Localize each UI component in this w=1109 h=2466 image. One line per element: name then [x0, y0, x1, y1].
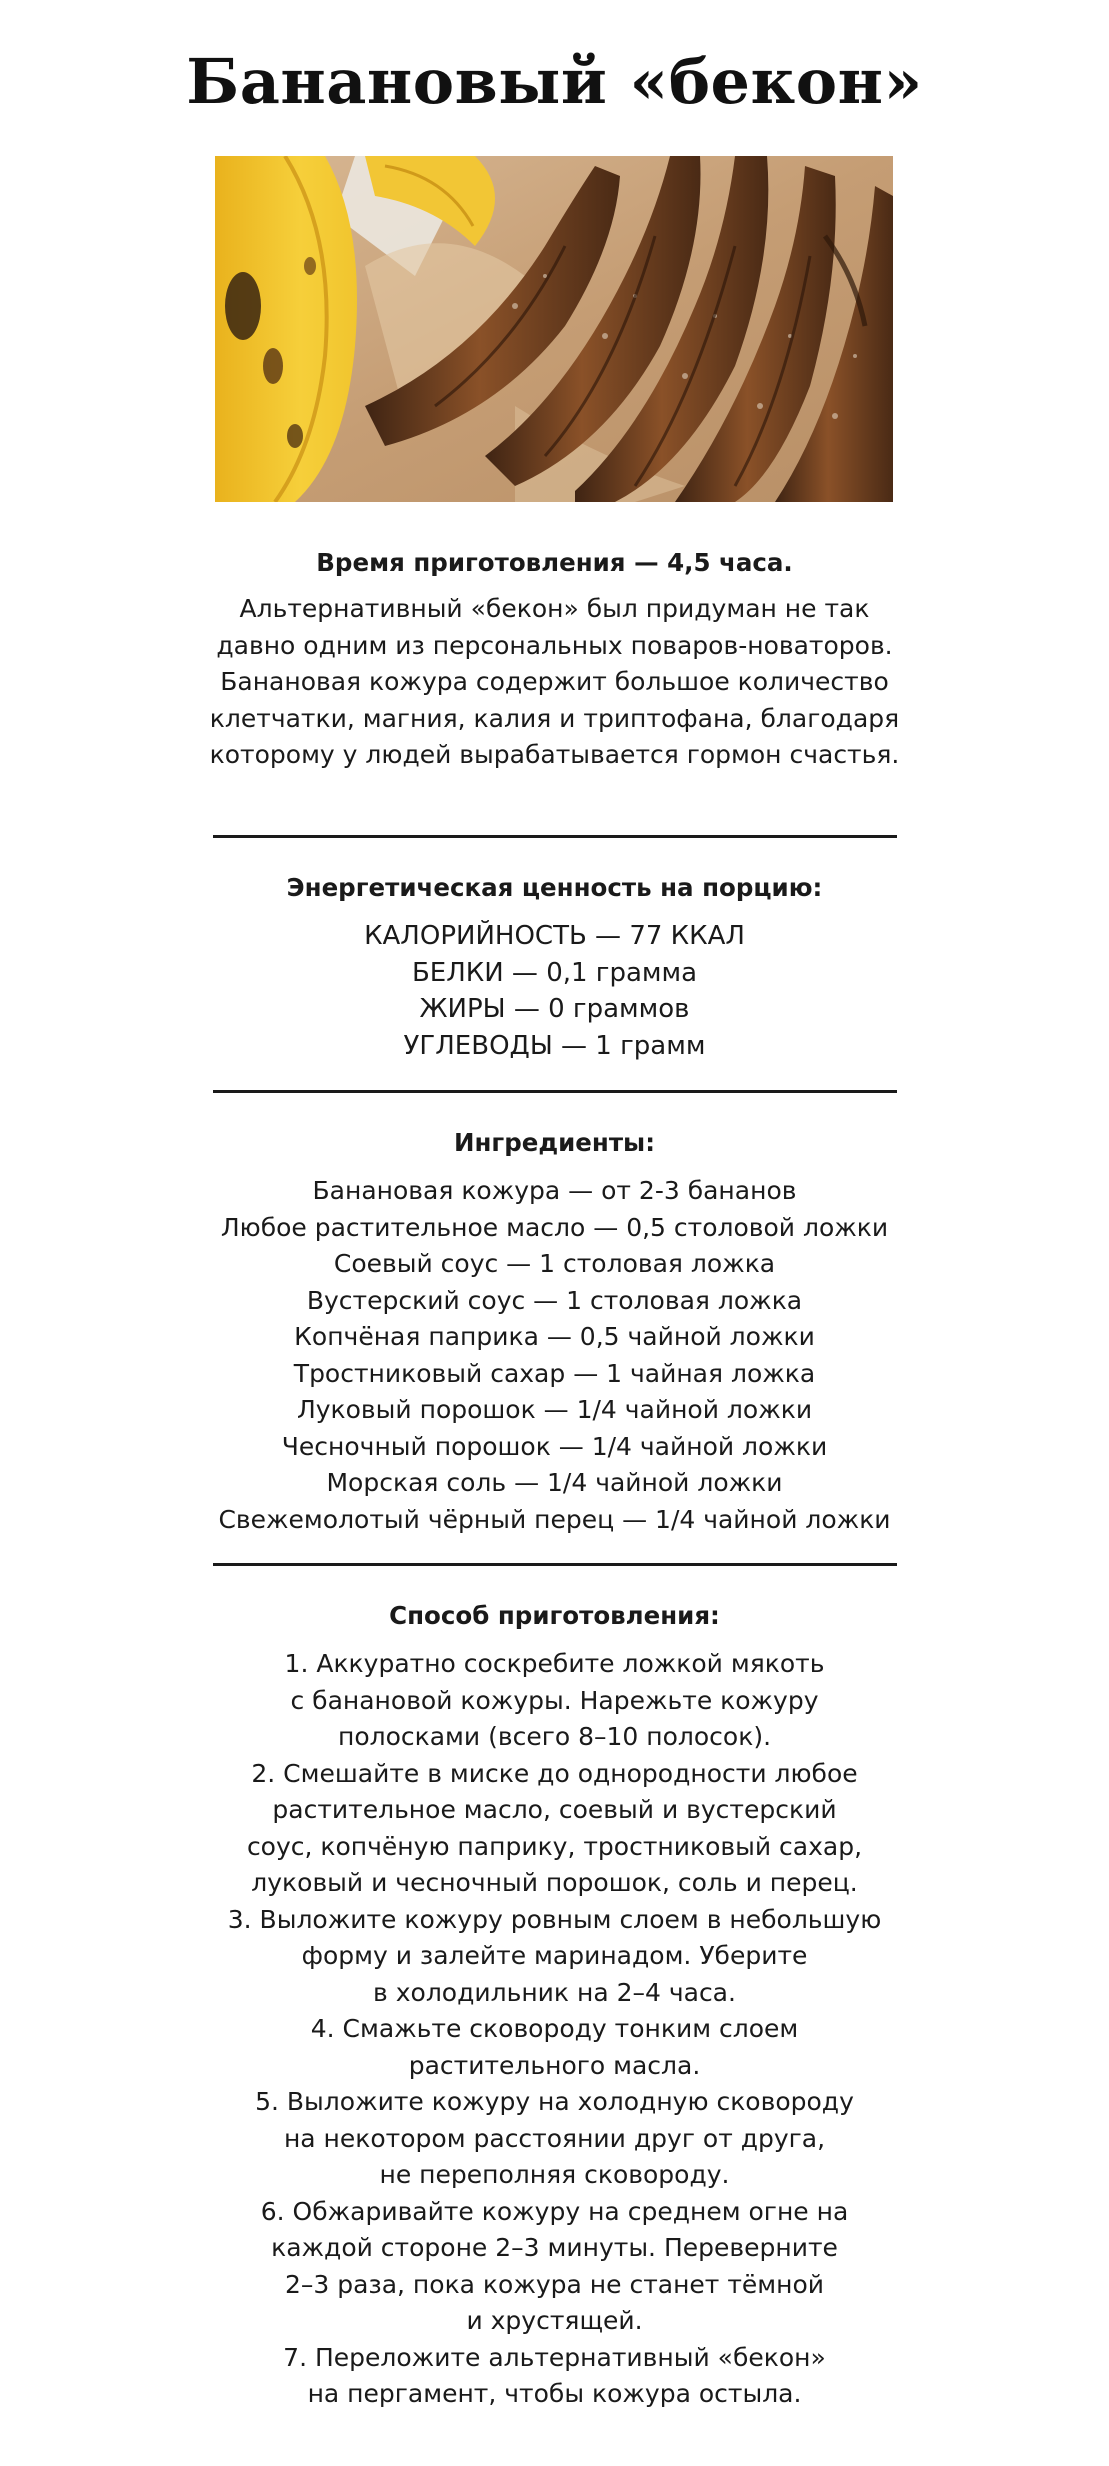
ingredient-item: Банановая кожура — от 2-3 бананов — [312, 1176, 797, 1205]
energy-line: КАЛОРИЙНОСТЬ — 77 ККАЛ — [364, 921, 745, 951]
energy-heading: Энергетическая ценность на порцию: — [286, 873, 823, 902]
method-line: в холодильник на 2–4 часа. — [373, 1977, 736, 2007]
ingredient-item: Луковый порошок — 1/4 чайной ложки — [296, 1395, 813, 1424]
ingredient-item: Вустерский соус — 1 столовая ложка — [306, 1285, 803, 1315]
ingredient-item: Чесночный порошок — 1/4 чайной ложки — [281, 1431, 828, 1461]
intro-line: Банановая кожура содержит большое количество — [220, 667, 889, 696]
intro-line: которому у людей вырабатывается гормон счастья. — [209, 740, 900, 769]
ingredient-item: Копчёная паприка — 0,5 чайной ложки — [294, 1322, 815, 1351]
method-line: с банановой кожуры. Нарежьте кожуру — [290, 1685, 819, 1715]
method-line: 2. Смешайте в миске до однородности любое — [251, 1758, 858, 1788]
method-heading: Способ приготовления: — [389, 1601, 720, 1630]
energy-section — [100, 870, 1009, 1064]
intro-line: Альтернативный «бекон» был придуман не так — [239, 594, 870, 623]
method-line: соус, копчёную паприку, тростниковый сахар, — [246, 1831, 863, 1861]
ingredient-item: Тростниковый сахар — 1 чайная ложка — [293, 1358, 816, 1388]
method-line: 6. Обжаривайте кожуру на среднем огне на — [260, 2196, 849, 2226]
ingredient-item: Соевый соус — 1 столовая ложка — [333, 1249, 776, 1278]
divider — [213, 835, 897, 838]
method-line: на пергамент, чтобы кожура остыла. — [307, 2379, 802, 2408]
method-line: каждой стороне 2–3 минуты. Переверните — [271, 2233, 838, 2262]
method-line: 1. Аккуратно соскребите ложкой мякоть — [284, 1649, 825, 1678]
intro-line: клетчатки, магния, калия и триптофана, благодаря — [209, 703, 900, 733]
method-line: 2–3 раза, пока кожура не станет тёмной — [284, 2269, 825, 2299]
method-section — [100, 1598, 1009, 2413]
energy-line: УГЛЕВОДЫ — 1 грамм — [403, 1030, 706, 1061]
method-line: растительного масла. — [408, 2050, 701, 2080]
method-line: полосками (всего 8–10 полосок). — [337, 1722, 772, 1751]
ingredients-heading: Ингредиенты: — [453, 1128, 656, 1157]
recipe-photo — [215, 156, 893, 502]
ingredients-section — [100, 1125, 1009, 1538]
page-title: Банановый «бекон» — [186, 45, 923, 118]
method-line: форму и залейте маринадом. Уберите — [301, 1941, 808, 1970]
method-line: 3. Выложите кожуру ровным слоем в небольшую — [227, 1904, 882, 1934]
method-line: 5. Выложите кожуру на холодную сковороду — [255, 2087, 854, 2116]
method-line: луковый и чесночный порошок, соль и перец. — [251, 1868, 858, 1897]
method-line: не переполняя сковороду. — [379, 2160, 730, 2189]
method-line: растительное масло, соевый и вустерский — [272, 1795, 837, 1824]
energy-line: БЕЛКИ — 0,1 грамма — [411, 957, 698, 988]
intro-line: давно одним из персональных поваров-новаторов. — [216, 630, 893, 660]
ingredient-item: Любое растительное масло — 0,5 столовой ложки — [220, 1212, 889, 1242]
divider — [213, 1563, 897, 1566]
ingredient-item: Морская соль — 1/4 чайной ложки — [326, 1468, 783, 1497]
divider — [213, 1090, 897, 1093]
ingredient-item: Свежемолотый чёрный перец — 1/4 чайной ложки — [218, 1504, 891, 1534]
method-line: на некотором расстоянии друг от друга, — [283, 2123, 826, 2153]
method-line: и хрустящей. — [466, 2306, 643, 2335]
method-line: 4. Смажьте сковороду тонким слоем — [310, 2014, 799, 2043]
intro-section — [100, 545, 1009, 774]
method-line: 7. Переложите альтернативный «бекон» — [283, 2342, 826, 2372]
cooking-time-heading: Время приготовления — 4,5 часа. — [316, 548, 793, 577]
energy-line: ЖИРЫ — 0 граммов — [419, 994, 690, 1024]
